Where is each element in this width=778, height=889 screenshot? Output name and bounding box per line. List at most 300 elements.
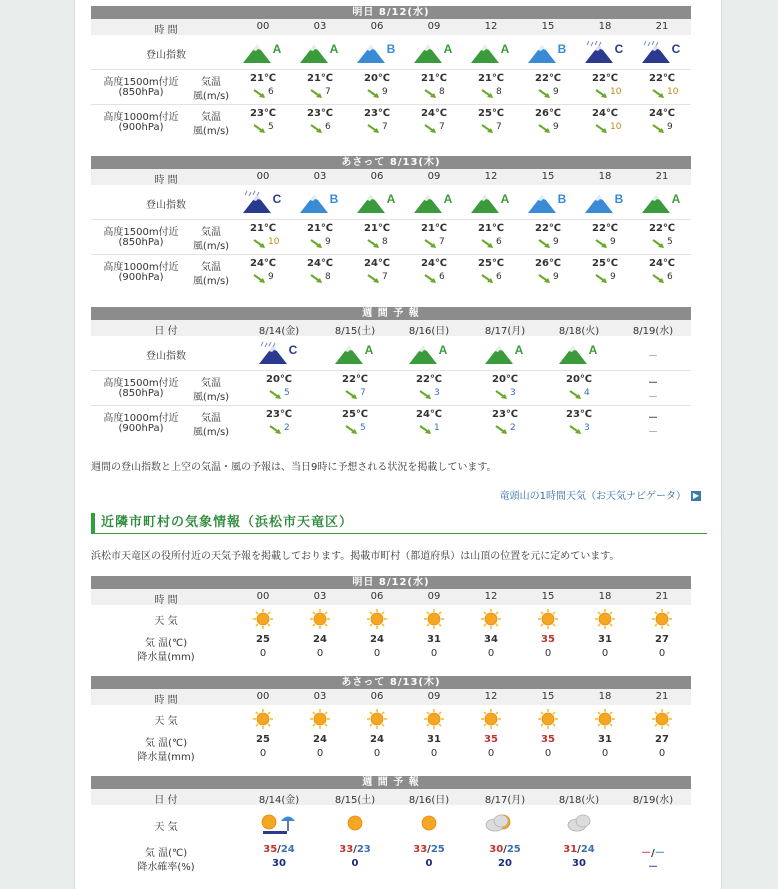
wind-speed: 10 bbox=[610, 87, 622, 97]
temp-high: 33 bbox=[413, 844, 428, 855]
sun-icon bbox=[423, 708, 445, 733]
svg-text:C: C bbox=[272, 192, 282, 206]
svg-text:A: A bbox=[272, 42, 282, 56]
nearby-weather-heading: 近隣市町村の気象情報（浜松市天竜区） bbox=[91, 513, 707, 534]
climb-index-B-icon bbox=[355, 39, 399, 68]
wind-speed: 9 bbox=[268, 272, 274, 282]
temp-value: 26℃ bbox=[534, 258, 562, 269]
temp-value: 31 bbox=[598, 634, 612, 645]
temp-value: 22℃ bbox=[591, 223, 619, 234]
wind-arrow-icon bbox=[595, 89, 609, 102]
sun-icon bbox=[594, 708, 616, 733]
temp-value: 23℃ bbox=[363, 108, 391, 119]
temp-range bbox=[325, 844, 385, 855]
wind-speed: 7 bbox=[439, 237, 445, 247]
precipitation-value: 0 bbox=[487, 748, 495, 759]
time-cell: 15 bbox=[541, 691, 555, 702]
wind-arrow-icon bbox=[424, 274, 438, 287]
wind-speed: 8 bbox=[496, 87, 502, 97]
temp-value: 24℃ bbox=[306, 258, 334, 269]
climb-index-A-icon bbox=[469, 189, 513, 218]
temp-value: 24℃ bbox=[648, 108, 676, 119]
time-label: 時 間 bbox=[154, 175, 178, 186]
svg-text:C: C bbox=[614, 42, 624, 56]
weather-sun-rain-icon bbox=[255, 809, 303, 840]
climb-index-A-icon bbox=[298, 39, 342, 68]
time-cell: 09 bbox=[427, 21, 441, 32]
time-cell: 12 bbox=[484, 691, 498, 702]
wind-arrow-icon bbox=[652, 124, 666, 137]
town-forecast-day2 bbox=[91, 676, 691, 761]
altitude-label: 高度1000m付近 bbox=[103, 413, 179, 424]
wind-speed: 9 bbox=[382, 87, 388, 97]
wind-speed: 5 bbox=[360, 423, 366, 433]
svg-text:A: A bbox=[588, 343, 598, 357]
time-label: 時 間 bbox=[154, 25, 178, 36]
svg-text:C: C bbox=[288, 343, 298, 357]
sun-icon bbox=[651, 708, 673, 733]
temp-value: － bbox=[648, 378, 658, 389]
wind-arrow-icon bbox=[652, 89, 666, 102]
temp-label: 気温 bbox=[201, 77, 221, 88]
wind-speed: 9 bbox=[553, 87, 559, 97]
wind-speed: 9 bbox=[610, 272, 616, 282]
wind-speed: 6 bbox=[496, 237, 502, 247]
temp-value: 21℃ bbox=[420, 223, 448, 234]
wind-arrow-icon bbox=[538, 124, 552, 137]
pressure-label: (850hPa) bbox=[118, 237, 164, 248]
sun-icon bbox=[309, 608, 331, 633]
wind-speed: 9 bbox=[553, 237, 559, 247]
sun-icon bbox=[594, 608, 616, 633]
wind-speed: 6 bbox=[268, 87, 274, 97]
climb-index-row bbox=[91, 336, 691, 370]
wind-arrow-icon bbox=[253, 89, 267, 102]
time-cell: 21 bbox=[655, 591, 669, 602]
pressure-label: (900hPa) bbox=[118, 122, 164, 133]
precipitation-value: 0 bbox=[373, 748, 381, 759]
wind-arrow-icon bbox=[253, 274, 267, 287]
temp-range bbox=[399, 844, 459, 855]
sun-icon bbox=[309, 708, 331, 733]
temp-range bbox=[475, 844, 535, 855]
section-header: 明日 8/12(水) bbox=[91, 576, 691, 589]
temp-value: 21℃ bbox=[363, 223, 391, 234]
sun-icon bbox=[252, 708, 274, 733]
time-cell: 8/16(日) bbox=[408, 326, 450, 337]
temp-low: 25 bbox=[506, 844, 521, 855]
time-cell: 03 bbox=[313, 21, 327, 32]
wind-speed: 4 bbox=[584, 388, 590, 398]
svg-text:A: A bbox=[438, 343, 448, 357]
temp-low: 24 bbox=[580, 844, 595, 855]
temp-value: 25℃ bbox=[477, 258, 505, 269]
weather-row bbox=[91, 805, 691, 843]
wind-speed: 10 bbox=[610, 122, 622, 132]
climb-index-label: 登山指数 bbox=[146, 50, 186, 61]
wind-arrow-icon bbox=[424, 89, 438, 102]
time-cell: 00 bbox=[256, 21, 270, 32]
svg-text:A: A bbox=[443, 42, 453, 56]
temp-range bbox=[249, 844, 309, 855]
climb-index-row bbox=[91, 185, 691, 219]
temp-value: 24℃ bbox=[648, 258, 676, 269]
pressure-label: (900hPa) bbox=[118, 272, 164, 283]
precipitation-value: 0 bbox=[658, 748, 666, 759]
temp-label: 気温 bbox=[201, 112, 221, 123]
wind-arrow-icon bbox=[481, 124, 495, 137]
climb-index-label: 登山指数 bbox=[146, 351, 186, 362]
climb-index-label: 登山指数 bbox=[146, 200, 186, 211]
wind-arrow-icon bbox=[495, 390, 509, 403]
wind-label: 風(m/s) bbox=[192, 241, 230, 252]
temp-value: 22℃ bbox=[534, 223, 562, 234]
wind-speed: 8 bbox=[439, 87, 445, 97]
svg-text:B: B bbox=[386, 42, 396, 56]
temp-value: 24℃ bbox=[415, 409, 443, 420]
temp-value: 35 bbox=[541, 634, 555, 645]
temp-value: 21℃ bbox=[249, 223, 277, 234]
wind-arrow-icon bbox=[345, 425, 359, 438]
wind-speed: 5 bbox=[268, 122, 274, 132]
time-cell: 03 bbox=[313, 171, 327, 182]
time-cell: 12 bbox=[484, 171, 498, 182]
wind-speed: 7 bbox=[382, 122, 388, 132]
temp-value: 25 bbox=[256, 634, 270, 645]
climb-index-C-icon bbox=[640, 39, 684, 68]
section-header: あさって 8/13(木) bbox=[91, 156, 691, 169]
weather-sun-icon bbox=[405, 809, 453, 840]
temp-value: 24℃ bbox=[420, 108, 448, 119]
pressure-label: (850hPa) bbox=[118, 87, 164, 98]
wind-arrow-icon bbox=[310, 89, 324, 102]
wind-arrow-icon bbox=[424, 239, 438, 252]
precipitation-value: 30 bbox=[572, 858, 586, 869]
temp-value: 31 bbox=[427, 634, 441, 645]
wind-label: 風(m/s) bbox=[192, 91, 230, 102]
time-cell: 09 bbox=[427, 591, 441, 602]
temperature-label: 気 温(℃) bbox=[144, 848, 188, 859]
temp-value: － bbox=[648, 413, 658, 424]
temp-value: 21℃ bbox=[477, 223, 505, 234]
climb-index-A-icon bbox=[640, 189, 684, 218]
time-cell: 15 bbox=[541, 21, 555, 32]
mountain-forecast-day1 bbox=[91, 6, 691, 156]
wind-speed: 10 bbox=[667, 87, 679, 97]
temp-value: 31 bbox=[427, 734, 441, 745]
temp-sep: / bbox=[577, 844, 581, 855]
time-header-row bbox=[91, 169, 691, 185]
precipitation-value: 0 bbox=[430, 648, 438, 659]
wind-arrow-icon bbox=[569, 390, 583, 403]
temp-value: 22℃ bbox=[591, 73, 619, 84]
svg-text:A: A bbox=[500, 192, 510, 206]
time-cell: 09 bbox=[427, 691, 441, 702]
wind-speed: 9 bbox=[610, 237, 616, 247]
temp-value: 23℃ bbox=[249, 108, 277, 119]
precipitation-label: 降水確率(%) bbox=[137, 862, 195, 873]
wind-arrow-icon bbox=[269, 390, 283, 403]
climb-index-A-icon bbox=[412, 189, 456, 218]
climb-index-empty: － bbox=[648, 351, 658, 362]
climb-index-A-icon bbox=[557, 340, 601, 369]
precipitation-value: 0 bbox=[544, 748, 552, 759]
wind-speed: 9 bbox=[553, 122, 559, 132]
temp-value: 22℃ bbox=[415, 374, 443, 385]
weather-sun-icon bbox=[331, 809, 379, 840]
svg-text:B: B bbox=[557, 192, 567, 206]
wind-speed: 10 bbox=[268, 237, 280, 247]
wind-arrow-icon bbox=[367, 124, 381, 137]
wind-arrow-icon bbox=[310, 124, 324, 137]
temp-sep: / bbox=[427, 844, 431, 855]
altitude-block-alt1 bbox=[91, 219, 691, 254]
time-cell: 06 bbox=[370, 171, 384, 182]
precipitation-value: 0 bbox=[316, 648, 324, 659]
wind-arrow-icon bbox=[269, 425, 283, 438]
temp-value: 35 bbox=[484, 734, 498, 745]
wind-speed: 6 bbox=[496, 272, 502, 282]
precipitation-value: 0 bbox=[601, 648, 609, 659]
date-label: 日 付 bbox=[154, 326, 178, 337]
temperature-label: 気 温(℃) bbox=[144, 738, 188, 749]
temp-value: 22℃ bbox=[648, 73, 676, 84]
time-cell: 06 bbox=[370, 591, 384, 602]
temp-value: 27 bbox=[655, 734, 669, 745]
temp-value: 21℃ bbox=[477, 73, 505, 84]
temp-value: 25℃ bbox=[477, 108, 505, 119]
temp-high: 31 bbox=[563, 844, 578, 855]
wind-label: 風(m/s) bbox=[192, 126, 230, 137]
climb-index-B-icon bbox=[526, 189, 570, 218]
wind-speed: 7 bbox=[496, 122, 502, 132]
wind-arrow-icon bbox=[367, 239, 381, 252]
climb-index-A-icon bbox=[412, 39, 456, 68]
temp-high: 30 bbox=[489, 844, 504, 855]
time-header-row bbox=[91, 320, 691, 336]
wind-empty: － bbox=[648, 392, 658, 403]
wind-arrow-icon bbox=[595, 274, 609, 287]
climb-index-A-icon bbox=[407, 340, 451, 369]
temp-value: 22℃ bbox=[648, 223, 676, 234]
town-forecast-day1 bbox=[91, 576, 691, 661]
temp-value: 24 bbox=[370, 734, 384, 745]
temp-label: 気温 bbox=[201, 413, 221, 424]
time-cell: 09 bbox=[427, 171, 441, 182]
temp-label: 気温 bbox=[201, 227, 221, 238]
wind-arrow-icon bbox=[569, 425, 583, 438]
precipitation-label: 降水量(mm) bbox=[137, 652, 195, 663]
temp-value: 24 bbox=[313, 634, 327, 645]
sun-icon bbox=[252, 608, 274, 633]
temp-value: 21℃ bbox=[306, 223, 334, 234]
time-header-row bbox=[91, 689, 691, 705]
wind-speed: 6 bbox=[325, 122, 331, 132]
svg-text:A: A bbox=[364, 343, 374, 357]
temp-value: 24℃ bbox=[363, 258, 391, 269]
precipitation-value: 0 bbox=[544, 648, 552, 659]
weather-cloud-icon bbox=[555, 809, 603, 840]
svg-text:A: A bbox=[329, 42, 339, 56]
mountain-forecast-day2 bbox=[91, 156, 691, 306]
temp-value: 21℃ bbox=[249, 73, 277, 84]
time-cell: 00 bbox=[256, 691, 270, 702]
climb-index-A-icon bbox=[333, 340, 377, 369]
precipitation-value: 0 bbox=[259, 748, 267, 759]
precipitation-value: 0 bbox=[259, 648, 267, 659]
svg-text:A: A bbox=[443, 192, 453, 206]
wind-arrow-icon bbox=[310, 274, 324, 287]
section-header: 週 間 予 報 bbox=[91, 307, 691, 320]
temp-sep: / bbox=[503, 844, 507, 855]
time-cell: 18 bbox=[598, 591, 612, 602]
temp-value: 25℃ bbox=[341, 409, 369, 420]
altitude-label: 高度1500m付近 bbox=[103, 378, 179, 389]
wind-empty: － bbox=[648, 427, 658, 438]
temperature-row bbox=[91, 633, 691, 647]
svg-text:A: A bbox=[386, 192, 396, 206]
wind-speed: 5 bbox=[284, 388, 290, 398]
altitude-label: 高度1500m付近 bbox=[103, 227, 179, 238]
time-cell: 8/18(火) bbox=[558, 326, 600, 337]
time-cell: 18 bbox=[598, 21, 612, 32]
time-cell: 21 bbox=[655, 691, 669, 702]
wind-arrow-icon bbox=[595, 124, 609, 137]
svg-text:A: A bbox=[671, 192, 681, 206]
wind-arrow-icon bbox=[367, 89, 381, 102]
wind-speed: 2 bbox=[284, 423, 290, 433]
pressure-label: (850hPa) bbox=[118, 388, 164, 399]
altitude-block-alt1 bbox=[91, 69, 691, 104]
wind-arrow-icon bbox=[652, 239, 666, 252]
hourly-forecast-link[interactable] bbox=[500, 487, 701, 502]
svg-text:B: B bbox=[557, 42, 567, 56]
wind-arrow-icon bbox=[481, 89, 495, 102]
altitude-block-alt2 bbox=[91, 405, 691, 440]
temp-range: －/－ bbox=[641, 848, 665, 859]
wind-speed: 7 bbox=[325, 87, 331, 97]
precipitation-row bbox=[91, 857, 691, 871]
temp-label: 気温 bbox=[201, 262, 221, 273]
wind-speed: 2 bbox=[510, 423, 516, 433]
town-forecast-week bbox=[91, 776, 691, 871]
time-cell: 18 bbox=[598, 171, 612, 182]
wind-speed: 7 bbox=[360, 388, 366, 398]
nearby-description: 浜松市天竜区の役所付近の天気予報を掲載しております。掲載市町村（都道府県）は山頂の位置を元に定めています。 bbox=[91, 551, 620, 562]
time-header-row bbox=[91, 19, 691, 35]
wind-speed: 3 bbox=[584, 423, 590, 433]
sun-icon bbox=[480, 708, 502, 733]
link-arrow-icon[interactable]: ▶ bbox=[692, 491, 700, 500]
altitude-block-alt1 bbox=[91, 370, 691, 405]
mountain-note: 週間の登山指数と上空の気温・風の予報は、当日9時に予想される状況を掲載しています。 bbox=[91, 462, 497, 473]
time-cell: 8/16(日) bbox=[408, 795, 450, 806]
precipitation-value: － bbox=[648, 862, 658, 873]
altitude-block-alt2 bbox=[91, 254, 691, 289]
temp-value: 27 bbox=[655, 634, 669, 645]
weather-cloud-sun-icon bbox=[481, 809, 529, 840]
wind-arrow-icon bbox=[481, 239, 495, 252]
time-label: 時 間 bbox=[154, 595, 178, 606]
temp-value: 34 bbox=[484, 634, 498, 645]
time-cell: 8/19(水) bbox=[632, 326, 674, 337]
temp-value: 31 bbox=[598, 734, 612, 745]
precipitation-row bbox=[91, 747, 691, 761]
temp-sep: / bbox=[353, 844, 357, 855]
precipitation-value: 0 bbox=[373, 648, 381, 659]
wind-speed: 7 bbox=[439, 122, 445, 132]
wind-arrow-icon bbox=[345, 390, 359, 403]
time-cell: 8/15(土) bbox=[334, 795, 376, 806]
wind-arrow-icon bbox=[495, 425, 509, 438]
time-label: 時 間 bbox=[154, 695, 178, 706]
wind-arrow-icon bbox=[538, 274, 552, 287]
wind-arrow-icon bbox=[419, 390, 433, 403]
sun-icon bbox=[537, 708, 559, 733]
wind-arrow-icon bbox=[481, 274, 495, 287]
altitude-label: 高度1000m付近 bbox=[103, 262, 179, 273]
temp-value: 21℃ bbox=[420, 73, 448, 84]
time-cell: 8/18(火) bbox=[558, 795, 600, 806]
temp-value: 20℃ bbox=[265, 374, 293, 385]
temp-value: 24 bbox=[370, 634, 384, 645]
precipitation-value: 0 bbox=[425, 858, 433, 869]
precipitation-value: 0 bbox=[601, 748, 609, 759]
precipitation-value: 0 bbox=[351, 858, 359, 869]
date-label: 日 付 bbox=[154, 795, 178, 806]
temp-value: 22℃ bbox=[534, 73, 562, 84]
wind-arrow-icon bbox=[538, 239, 552, 252]
section-header: 週 間 予 報 bbox=[91, 776, 691, 789]
precipitation-row bbox=[91, 647, 691, 661]
wind-speed: 9 bbox=[325, 237, 331, 247]
wind-speed: 8 bbox=[325, 272, 331, 282]
temp-value: 23℃ bbox=[565, 409, 593, 420]
time-cell: 06 bbox=[370, 21, 384, 32]
time-cell: 18 bbox=[598, 691, 612, 702]
climb-index-A-icon bbox=[241, 39, 285, 68]
time-cell: 03 bbox=[313, 591, 327, 602]
temp-value: 25 bbox=[256, 734, 270, 745]
altitude-label: 高度1000m付近 bbox=[103, 112, 179, 123]
temp-label: 気温 bbox=[201, 378, 221, 389]
temp-low: 25 bbox=[430, 844, 445, 855]
time-cell: 15 bbox=[541, 171, 555, 182]
time-cell: 8/15(土) bbox=[334, 326, 376, 337]
temp-value: 25℃ bbox=[591, 258, 619, 269]
time-cell: 15 bbox=[541, 591, 555, 602]
climb-index-A-icon bbox=[483, 340, 527, 369]
temp-value: 35 bbox=[541, 734, 555, 745]
hourly-forecast-link-text[interactable]: 竜頭山の1時間天気（お天気ナビゲータ） bbox=[499, 491, 686, 502]
time-cell: 00 bbox=[256, 171, 270, 182]
wind-arrow-icon bbox=[253, 239, 267, 252]
svg-text:B: B bbox=[329, 192, 339, 206]
svg-text:B: B bbox=[614, 192, 624, 206]
sun-icon bbox=[423, 608, 445, 633]
wind-speed: 9 bbox=[667, 122, 673, 132]
temp-value: 24℃ bbox=[249, 258, 277, 269]
climb-index-row bbox=[91, 35, 691, 69]
temp-high: 35 bbox=[263, 844, 278, 855]
temp-value: 20℃ bbox=[363, 73, 391, 84]
wind-arrow-icon bbox=[310, 239, 324, 252]
wind-speed: 1 bbox=[434, 423, 440, 433]
climb-index-C-icon bbox=[241, 189, 285, 218]
section-header: あさって 8/13(木) bbox=[91, 676, 691, 689]
temp-value: 26℃ bbox=[534, 108, 562, 119]
temp-high: 33 bbox=[339, 844, 354, 855]
